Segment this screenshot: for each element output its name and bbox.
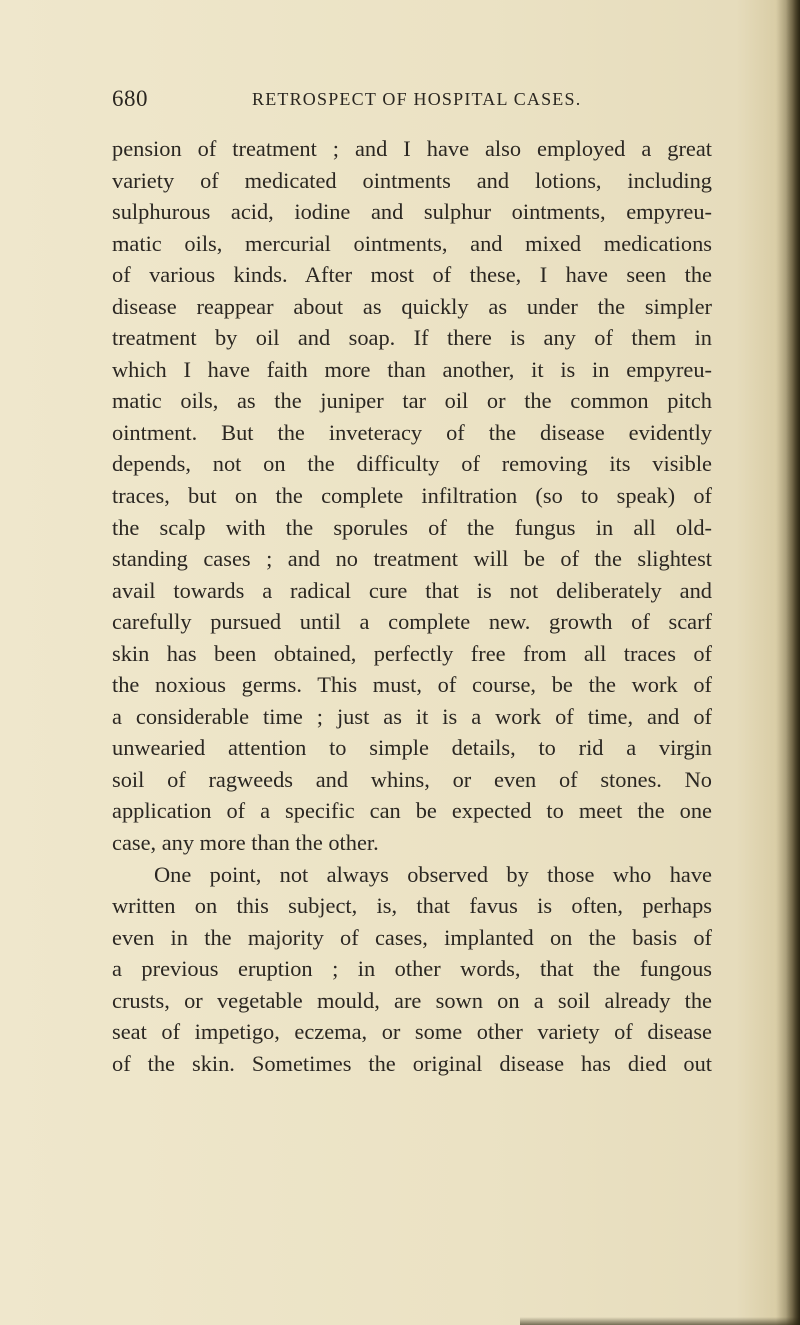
- text-line: disease reappear about as quickly as under the simpler: [112, 293, 712, 319]
- text-line: which I have faith more than another, it is in empyreu-: [112, 356, 712, 382]
- text-line: unwearied attention to simple details, to rid a virgin: [112, 735, 712, 761]
- body-text: [112, 133, 712, 1079]
- text-line: the scalp with the sporules of the fungus in all old-: [112, 514, 712, 540]
- text-line: of various kinds. After most of these, I have seen the: [112, 262, 712, 288]
- text-line: skin has been obtained, perfectly free from all traces of: [112, 640, 712, 666]
- text-line: treatment by oil and soap. If there is any of them in: [112, 325, 712, 351]
- text-line: pension of treatment ; and I have also employed a great: [112, 136, 712, 161]
- text-line: matic oils, mercurial ointments, and mixed medications: [112, 230, 712, 256]
- text-line: crusts, or vegetable mould, are sown on a soil already the: [112, 987, 712, 1013]
- page-bottom-shadow: [520, 1317, 800, 1325]
- text-line: depends, not on the difficulty of removing its visible: [112, 451, 712, 477]
- text-line: variety of medicated ointments and lotions, including: [112, 167, 712, 193]
- text-line: written on this subject, is, that favus is often, perhaps: [112, 893, 712, 919]
- text-line: seat of impetigo, eczema, or some other variety of disease: [112, 1019, 712, 1045]
- running-head: RETROSPECT OF HOSPITAL CASES.: [252, 89, 582, 109]
- text-line: of the skin. Sometimes the original disease has died out: [112, 1050, 712, 1076]
- text-line: carefully pursued until a complete new. growth of scarf: [112, 609, 712, 635]
- text-line: One point, not always observed by those who have: [154, 861, 712, 887]
- text-line: case, any more than the other.: [112, 830, 379, 856]
- text-line: soil of ragweeds and whins, or even of stones. No: [112, 766, 712, 792]
- text-line: the noxious germs. This must, of course, be the work of: [112, 672, 712, 698]
- text-line: a considerable time ; just as it is a work of time, and of: [112, 703, 712, 729]
- page-header: [112, 86, 712, 116]
- text-line: a previous eruption ; in other words, that the fungous: [112, 956, 712, 982]
- text-line: standing cases ; and no treatment will be of the slightest: [112, 546, 712, 572]
- page-edge-shadow: [786, 0, 800, 1325]
- text-line: sulphurous acid, iodine and sulphur ointments, empyreu-: [112, 199, 712, 225]
- page-number: 680: [112, 86, 148, 111]
- text-line: application of a specific can be expected to meet the one: [112, 798, 712, 824]
- text-line: ointment. But the inveteracy of the disease evidently: [112, 419, 712, 445]
- text-line: matic oils, as the juniper tar oil or the common pitch: [112, 388, 712, 414]
- text-line: traces, but on the complete infiltration (so to speak) of: [112, 483, 712, 509]
- text-line: avail towards a radical cure that is not deliberately and: [112, 577, 712, 603]
- text-line: even in the majority of cases, implanted on the basis of: [112, 924, 712, 950]
